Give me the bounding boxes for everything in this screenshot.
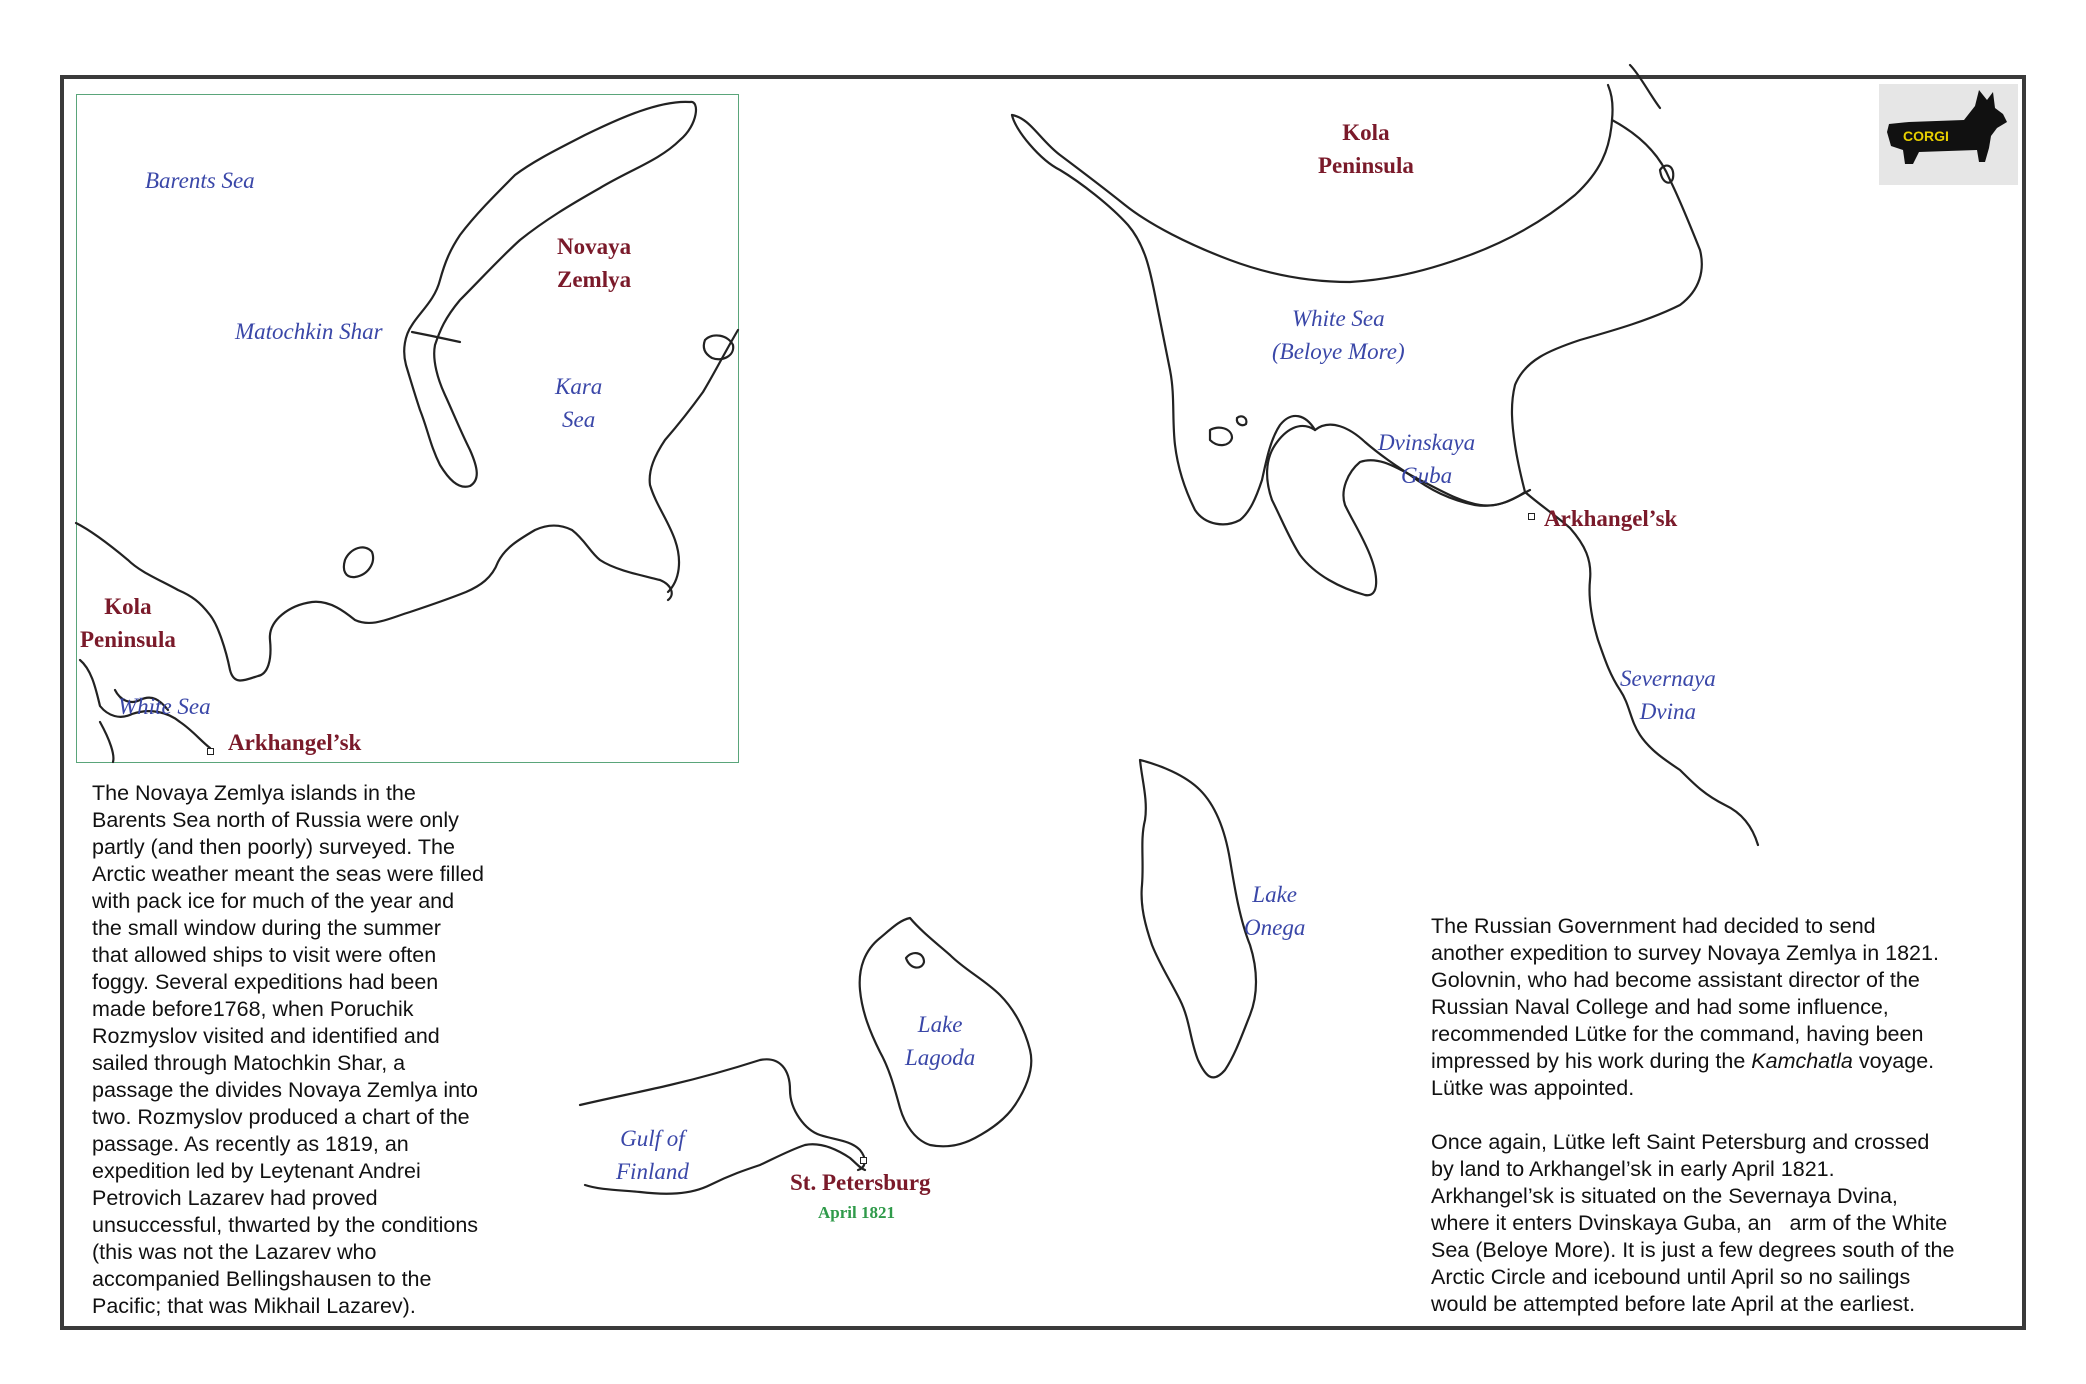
text-right-p1-before: The Russian Government had decided to send another expedition to survey Novaya Zemlya in 1821. Golovnin, who had become assistant director of the Russian Naval College and had some influence, recommended Lütke for the command, having been impressed by his work during the	[1431, 914, 1939, 1073]
text-right-paragraph-1	[1431, 913, 1954, 1102]
inset-small-island	[344, 547, 373, 577]
inset-arkhangelsk-marker	[207, 748, 214, 755]
white-sea-north-coast	[1012, 85, 1613, 282]
kola-bay	[1630, 65, 1660, 108]
ladoga-island	[906, 953, 924, 968]
island-1	[1210, 428, 1232, 445]
corgi-logo	[1879, 84, 2018, 185]
logo-text: CORGI	[1903, 128, 1949, 144]
label-gulf-of-finland: Gulf of Finland	[616, 1126, 689, 1184]
label-novaya-zemlya: Novaya Zemlya	[557, 234, 632, 292]
white-sea-west-coast	[1012, 115, 1315, 524]
label-kola-peninsula: Kola Peninsula	[1318, 120, 1414, 178]
kara-east-coast	[650, 330, 738, 592]
label-st-petersburg: St. Petersburg	[790, 1170, 931, 1195]
label-kara-sea: Kara Sea	[555, 374, 603, 432]
label-white-sea: White Sea (Beloye More)	[1272, 306, 1405, 364]
arkhangelsk-marker	[1528, 513, 1535, 520]
st-petersburg-marker	[860, 1157, 867, 1164]
label-st-petersburg-date: April 1821	[818, 1203, 895, 1222]
label-lake-onega: Lake Onega	[1244, 882, 1306, 940]
label-severnaya-dvina: Severnaya Dvina	[1620, 666, 1716, 724]
label-dvinskaya-guba: Dvinskaya Guba	[1378, 430, 1476, 488]
label-inset-kola-peninsula: Kola Peninsula	[80, 594, 176, 652]
text-right-p1-italic: Kamchatla	[1751, 1049, 1853, 1073]
island-2	[1237, 416, 1247, 425]
text-left: The Novaya Zemlya islands in the Barents Sea north of Russia were only partly (and then poorly) surveyed. The Arctic weather meant the seas were filled with pack ice for much of the year and the small window during the summer that allowed ships to visit were often foggy. Several expeditions had been made before1768, when Poruchik Rozmyslov visited and identified and sailed through Matochkin Shar, a passage the divides Novaya Zemlya into two. Rozmyslov produced a chart of the passage. As recently as 1819, an expedition led by Leytenant Andrei Petrovich Lazarev had proved unsuccessful, thwarted by the conditions (this was not the Lazarev who accompanied Bellingshausen to the Pacific; that was Mikhail Lazarev).	[92, 781, 484, 1318]
text-right-p1-after: voyage. Lütke was appointed.	[1431, 1049, 1935, 1100]
lake-onega	[1140, 760, 1256, 1077]
label-matochkin-shar: Matochkin Shar	[235, 319, 383, 344]
label-inset-white-sea: White Sea	[118, 694, 211, 719]
label-inset-arkhangelsk: Arkhangel’sk	[228, 730, 362, 755]
novaya-zemlya-outline	[404, 102, 696, 487]
label-lake-lagoda: Lake Lagoda	[905, 1012, 976, 1070]
label-arkhangelsk: Arkhangel’sk	[1544, 506, 1678, 531]
label-barents-sea: Barents Sea	[145, 168, 255, 193]
text-right	[1431, 913, 1954, 1318]
text-right-paragraph-2: Once again, Lütke left Saint Petersburg and crossed by land to Arkhangel’sk in early April 1821. Arkhangel’sk is situated on the Severnaya Dvina, where it enters Dvinskaya Guba, an arm of the White Sea (Beloye More). It is just a few degrees south of the Arctic Circle and icebound until April so no sailings would be attempted before late April at the earliest.	[1431, 1130, 1955, 1316]
